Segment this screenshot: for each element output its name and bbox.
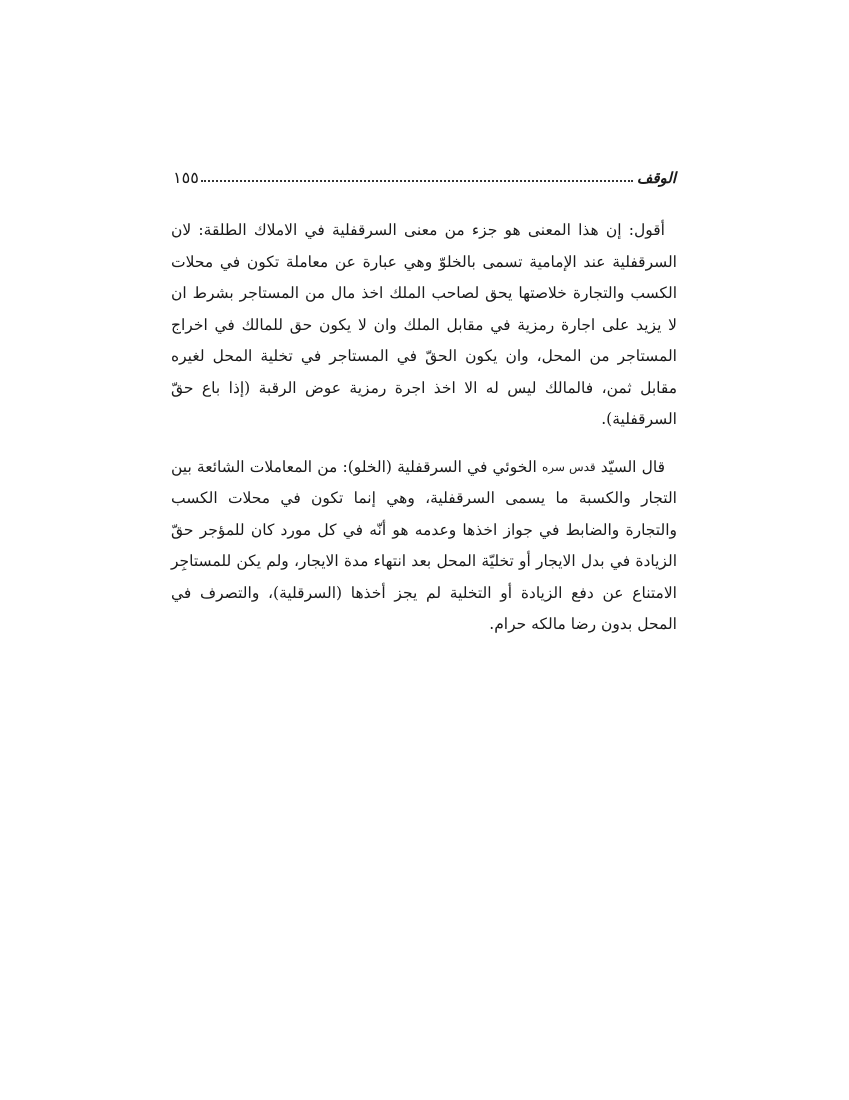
paragraph-2-lead: قال السيّد — [600, 457, 666, 476]
paragraph-2-body: الخوئي في السرقفلية (الخلو): من المعاملات الشائعة بين التجار والكسبة ما يسمى السرقفلية، وهي إنما تكون في محلات الكسب والتجارة والضابط في جواز اخذها وعدمه هو أنّه في كل مورد كان للمؤجر حقّ الزيادة في بدل الايجار أو تخليّة المحل بعد انتهاء مدة الايجار، ولم يكن للمستاجِر الامتناع عن دفع الزيادة أو التخلية لم يجز أخذها (السرقلية)، والتصرف في المحل بدون رضا مالكه حرام. — [171, 457, 677, 633]
running-header — [173, 157, 676, 187]
running-title: الوقف — [636, 169, 676, 187]
body-text — [171, 215, 677, 657]
header-leader-dots — [201, 179, 633, 182]
paragraph-1: أقول: إن هذا المعنى هو جزء من معنى السرقفلية في الاملاك الطلقة: لان السرقفلية عند الإمامية تسمى بالخلوّ وهي عبارة عن معاملة تكون في محلات الكسب والتجارة خلاصتها يحق لصاحب الملك اخذ مال من المستاجر بشرط ان لا يزيد على اجارة رمزية في مقابل الملك وان لا يكون حق للمالك في اخراج المستاجر من المحل، وان يكون الحقّ في المستاجر في تخلية المحل لغيره مقابل ثمن، فالمالك ليس له الا اخذ اجرة رمزية عوض الرقبة (إذا باع حقّ السرقفلية). — [171, 221, 677, 428]
page-number: ١٥٥ — [173, 168, 199, 187]
honorific-mark: قدس سره — [541, 459, 596, 474]
paragraph-2 — [171, 452, 677, 641]
